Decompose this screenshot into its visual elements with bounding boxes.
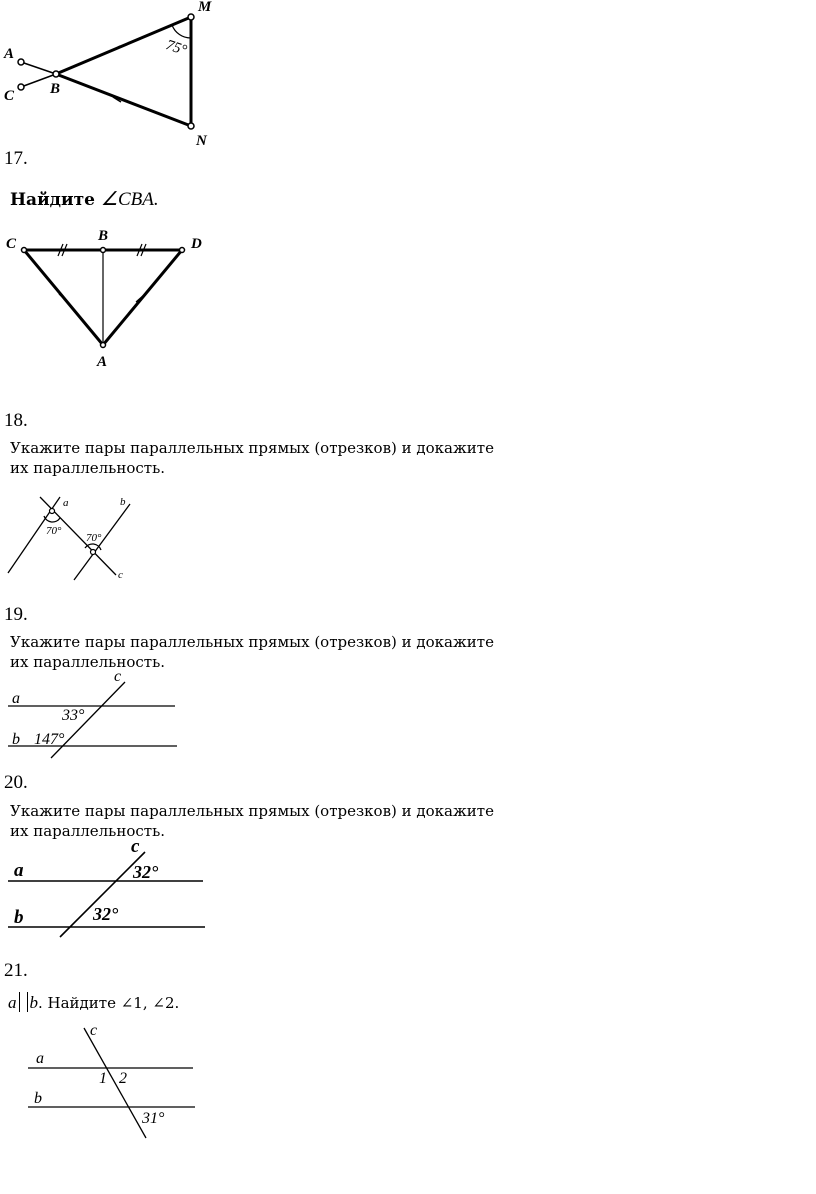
problem-21-line-a: a: [8, 993, 17, 1012]
angle-2-label: 2: [119, 1070, 127, 1087]
line-a-label: a: [36, 1050, 44, 1067]
angle-33-label: 33°: [62, 707, 85, 724]
angle-31-label: 31°: [142, 1110, 165, 1127]
line-b-label: b: [34, 1090, 42, 1107]
problem-19-task-line1: Укажите пары параллельных прямых (отрезков) и докажите: [10, 633, 494, 651]
line-a-label: a: [14, 860, 24, 881]
problem-20-number: 20.: [4, 772, 28, 793]
angle-70-left-label: 70°: [46, 525, 62, 537]
angle-1-label: 1: [99, 1070, 107, 1087]
point-m-label: M: [198, 0, 212, 15]
line-b-label: b: [12, 731, 20, 748]
problem-17-task-math: ∠CBA.: [100, 189, 159, 210]
problem-17-task-text: Найдите: [10, 190, 101, 210]
line-b-label: b: [120, 496, 126, 508]
point-a-label: A: [97, 354, 108, 370]
problem-20-task-line1: Укажите пары параллельных прямых (отрезков) и докажите: [10, 802, 494, 820]
line-c-label: c: [131, 836, 140, 857]
point-c-label: C: [4, 88, 15, 104]
angle-32-bottom-label: 32°: [93, 904, 119, 924]
line-c-label: c: [114, 668, 122, 685]
line-a-label: a: [63, 497, 69, 509]
point-b-label: B: [50, 81, 61, 97]
line-b-label: b: [14, 907, 24, 928]
problem-18-task-line2: их параллельность.: [10, 459, 166, 477]
point-a-label: A: [4, 46, 15, 62]
line-c-label: c: [118, 569, 123, 581]
line-a-label: a: [12, 690, 20, 707]
problem-18-number: 18.: [4, 410, 28, 431]
angle-70-right-label: 70°: [86, 532, 102, 544]
angle-75-label: 75°: [163, 37, 189, 59]
problem-19-number: 19.: [4, 604, 28, 625]
problem-21-task-text: . Найдите ∠1, ∠2.: [38, 994, 180, 1012]
point-c-label: C: [6, 236, 17, 252]
problem-21-line-b: b: [29, 993, 38, 1012]
problem-21-number: 21.: [4, 960, 28, 981]
angle-32-top-label: 32°: [133, 862, 159, 882]
angle-147-label: 147°: [34, 731, 65, 748]
problem-19-task-line2: их параллельность.: [10, 653, 166, 671]
line-c-label: c: [90, 1022, 98, 1039]
problem-17-number: 17.: [4, 148, 28, 169]
problem-18-task-line1: Укажите пары параллельных прямых (отрезков) и докажите: [10, 439, 494, 457]
problem-20-task-line2: их параллельность.: [10, 822, 166, 840]
point-b-label: B: [98, 228, 109, 244]
point-n-label: N: [196, 133, 207, 149]
point-d-label: D: [191, 236, 202, 252]
